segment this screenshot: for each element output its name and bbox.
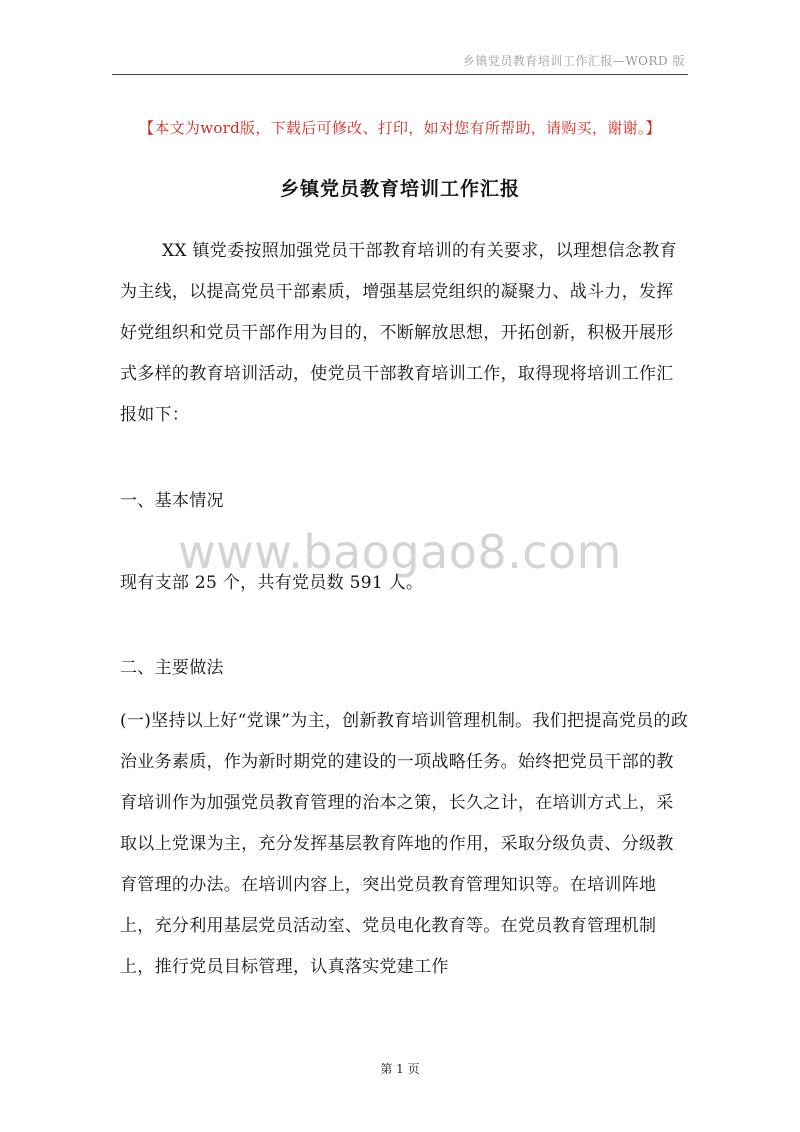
document-title: 乡镇党员教育培训工作汇报 xyxy=(279,178,520,200)
page-number: 第 1 页 xyxy=(380,1062,420,1076)
header-divider xyxy=(112,74,688,75)
purchase-notice: 【本文为word版，下载后可修改、打印，如对您有所帮助，请购买，谢谢。】 xyxy=(139,119,661,137)
intro-text: XX 镇党委按照加强党员干部教育培训的有关要求，以理想信念教育为主线，以提高党员干部素质，增强基层党组织的凝聚力、战斗力，发挥好党组织和党员干部作用为目的，不断解放思想，开拓创新，积极开展形式多样的教育培训活动，使党员干部教育培训工作，取得现将培训工作汇报如下： xyxy=(120,241,677,425)
section-item-one: (一)坚持以上好“党课”为主，创新教育培训管理机制。我们把提高党员的政治业务素质，作为新时期党的建设的一项战略任务。始终把党员干部的教育培训作为加强党员教育管理的治本之策，长久之计，在培训方式上，采取以上党课为主，充分发挥基层教育阵地的作用，采取分级负责、分级教育管理的办法。在培训内容上，突出党员教育管理知识等。在培训阵地上，充分利用基层党员活动室、党员电化教育等。在党员教育管理机制上，推行党员目标管理，认真落实党建工作 xyxy=(120,711,689,977)
intro-paragraph xyxy=(120,231,690,436)
section-body-basic-situation: 现有支部 25 个，共有党员数 591 人。 xyxy=(120,573,424,593)
watermark: www.baogao8.com xyxy=(178,525,622,579)
section-heading-main-practices: 二、主要做法 xyxy=(120,658,224,678)
running-header: 乡镇党员教育培训工作汇报—WORD 版 xyxy=(462,54,685,68)
section-heading-basic-situation: 一、基本情况 xyxy=(120,491,224,511)
